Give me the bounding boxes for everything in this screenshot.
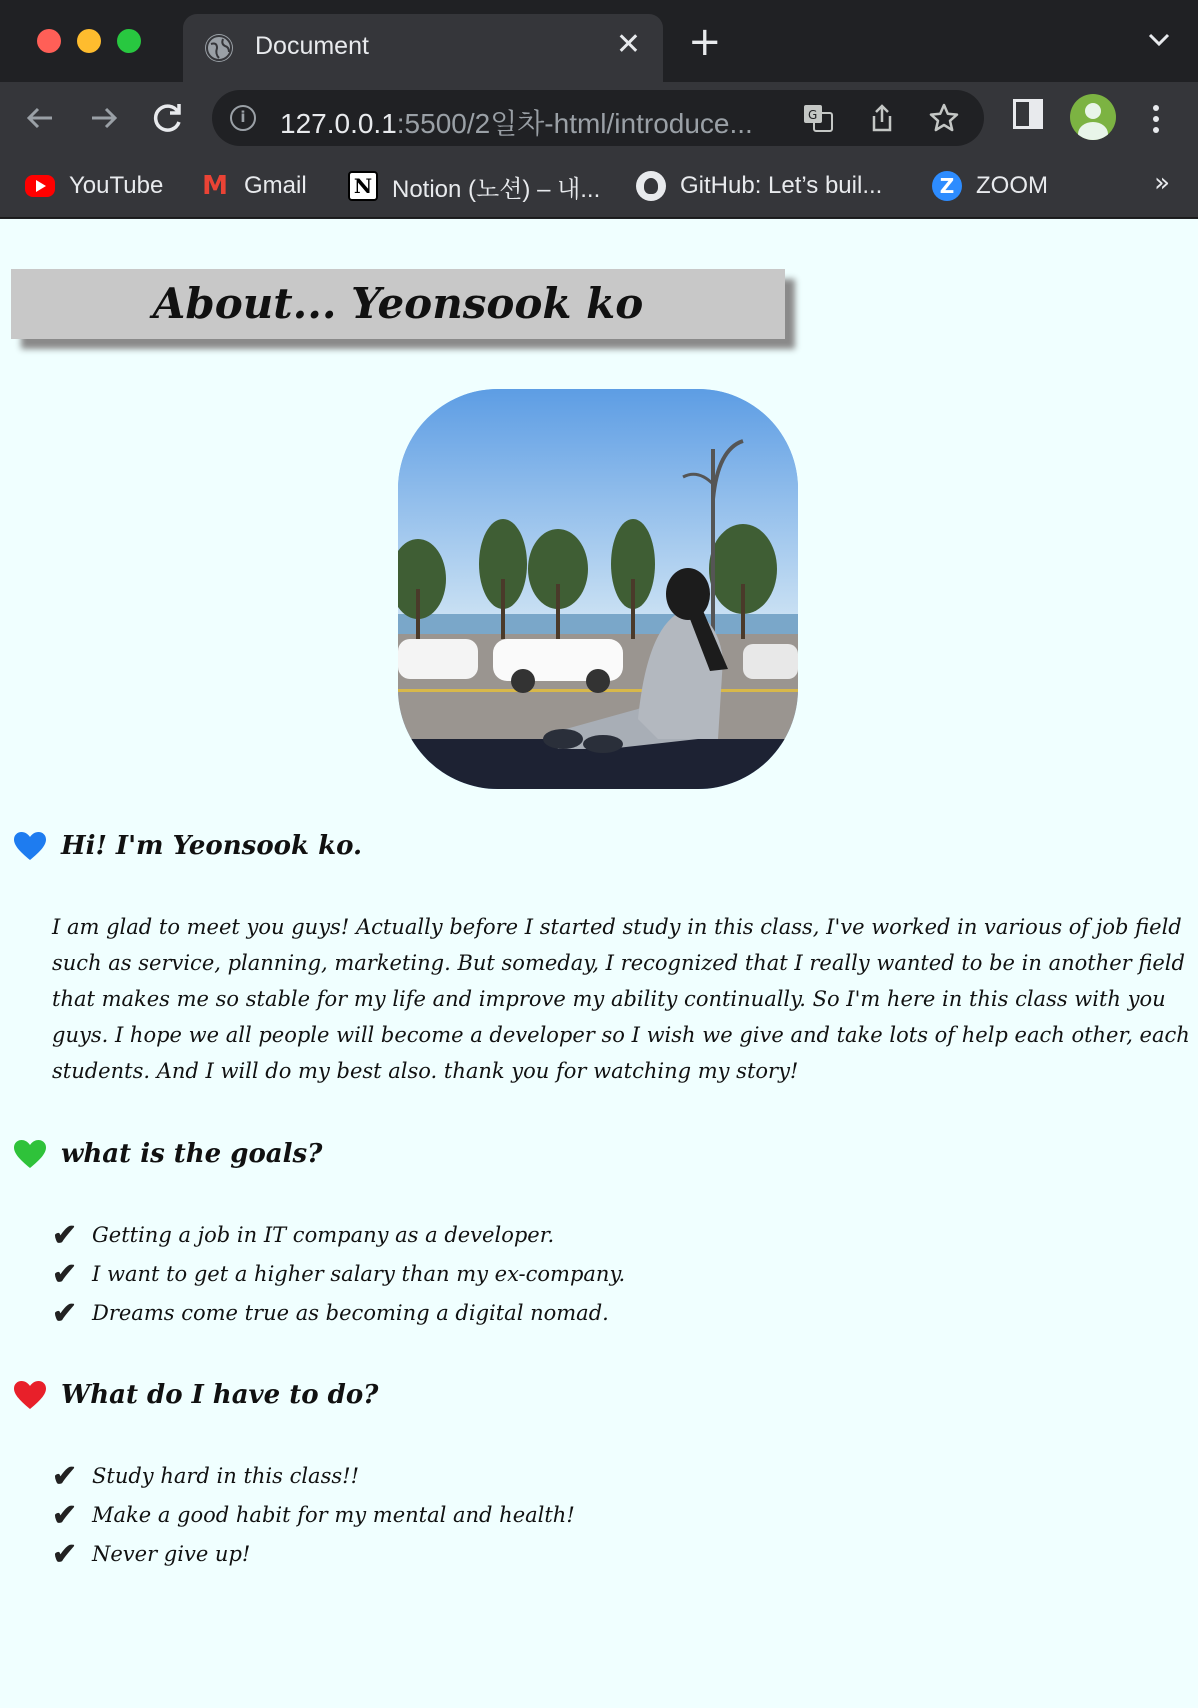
todo-heading xyxy=(13,1380,378,1410)
more-bookmarks-icon[interactable]: » xyxy=(1154,168,1170,198)
bookmark-gmail[interactable] xyxy=(200,168,307,204)
intro-heading-text: Hi! I'm Yeonsook ko. xyxy=(61,831,363,861)
bookmark-notion[interactable] xyxy=(348,168,600,204)
url-text[interactable] xyxy=(280,102,800,142)
goals-heading-text: what is the goals? xyxy=(61,1139,323,1169)
check-icon: ✔ xyxy=(52,1257,78,1292)
profile-photo xyxy=(398,389,798,789)
blue-heart-icon xyxy=(13,831,47,861)
share-icon[interactable] xyxy=(866,102,898,134)
svg-text:G: G xyxy=(808,108,818,122)
bookmark-label: YouTube xyxy=(69,172,164,199)
youtube-icon xyxy=(25,175,55,197)
green-heart-icon xyxy=(13,1139,47,1169)
tab-strip xyxy=(0,0,1198,82)
bookmark-github[interactable] xyxy=(636,168,882,204)
tab-document[interactable] xyxy=(183,14,663,82)
check-icon: ✔ xyxy=(52,1498,78,1533)
url-host: 127.0.0.1 xyxy=(280,108,397,139)
zoom-icon: Z xyxy=(932,171,962,201)
list-item xyxy=(52,1457,575,1496)
address-bar[interactable] xyxy=(212,90,984,146)
list-item xyxy=(52,1255,625,1294)
check-icon: ✔ xyxy=(52,1459,78,1494)
profile-avatar[interactable] xyxy=(1070,94,1116,140)
close-window-button[interactable] xyxy=(37,29,61,53)
url-path: :5500/2일차-html/introduce... xyxy=(396,108,753,139)
bookmark-label: Notion (노션) – 내... xyxy=(392,175,601,203)
todo-text: Make a good habit for my mental and health! xyxy=(92,1503,575,1527)
info-icon[interactable]: i xyxy=(230,105,256,131)
bookmark-label: ZOOM xyxy=(976,172,1048,199)
side-panel-icon[interactable] xyxy=(1013,99,1043,129)
page-title: About... Yeonsook ko xyxy=(11,269,785,339)
page-content xyxy=(0,219,1198,1708)
back-arrow-icon[interactable] xyxy=(16,94,64,142)
red-heart-icon xyxy=(13,1380,47,1410)
list-item xyxy=(52,1535,575,1574)
tab-title: Document xyxy=(255,32,369,60)
forward-arrow-icon[interactable] xyxy=(80,94,128,142)
todo-text: Never give up! xyxy=(92,1542,251,1566)
goals-heading xyxy=(13,1139,322,1169)
browser-toolbar xyxy=(0,82,1198,154)
avatar-head xyxy=(1085,103,1101,119)
kebab-menu-icon[interactable] xyxy=(1144,94,1168,142)
goals-list xyxy=(52,1216,625,1333)
todo-heading-text: What do I have to do? xyxy=(61,1380,379,1410)
goal-text: Dreams come true as becoming a digital nomad. xyxy=(92,1301,609,1325)
bookmark-label: Gmail xyxy=(244,172,307,199)
gmail-icon: M xyxy=(202,171,228,201)
list-item xyxy=(52,1216,625,1255)
new-tab-button[interactable]: + xyxy=(688,19,722,65)
bookmarks-bar xyxy=(0,154,1198,218)
check-icon: ✔ xyxy=(52,1296,78,1331)
globe-icon xyxy=(205,34,233,62)
check-icon: ✔ xyxy=(52,1537,78,1572)
github-icon xyxy=(636,171,666,201)
list-item xyxy=(52,1294,625,1333)
check-icon: ✔ xyxy=(52,1218,78,1253)
reload-icon[interactable] xyxy=(144,94,192,142)
intro-paragraph: I am glad to meet you guys! Actually before I started study in this class, I've worked in various of job field such as service, planning, marketing. But someday, I recognized that I really wanted to be in another field that makes me so stable for my life and improve my ability continually. So I'm here in this class with you guys. I hope we all people will become a developer so I wish we give and take lots of help each other, each students. And I will do my best also. thank you for watching my story! xyxy=(52,915,1190,1083)
bookmark-star-icon[interactable] xyxy=(928,102,960,134)
avatar-body xyxy=(1078,122,1108,140)
bookmark-youtube[interactable] xyxy=(25,168,163,204)
bookmark-zoom[interactable] xyxy=(932,168,1048,204)
maximize-window-button[interactable] xyxy=(117,29,141,53)
todo-text: Study hard in this class!! xyxy=(92,1464,360,1488)
list-item xyxy=(52,1496,575,1535)
minimize-window-button[interactable] xyxy=(77,29,101,53)
goal-text: I want to get a higher salary than my ex-company. xyxy=(92,1262,626,1286)
intro-heading xyxy=(13,831,362,861)
close-tab-icon[interactable]: ✕ xyxy=(615,27,641,62)
goal-text: Getting a job in IT company as a developer. xyxy=(92,1223,555,1247)
todo-list xyxy=(52,1457,575,1574)
notion-icon: N xyxy=(348,171,378,201)
bookmark-label: GitHub: Let’s buil... xyxy=(680,172,883,199)
translate-icon[interactable] xyxy=(802,102,834,134)
chevron-down-icon[interactable] xyxy=(1148,28,1170,53)
